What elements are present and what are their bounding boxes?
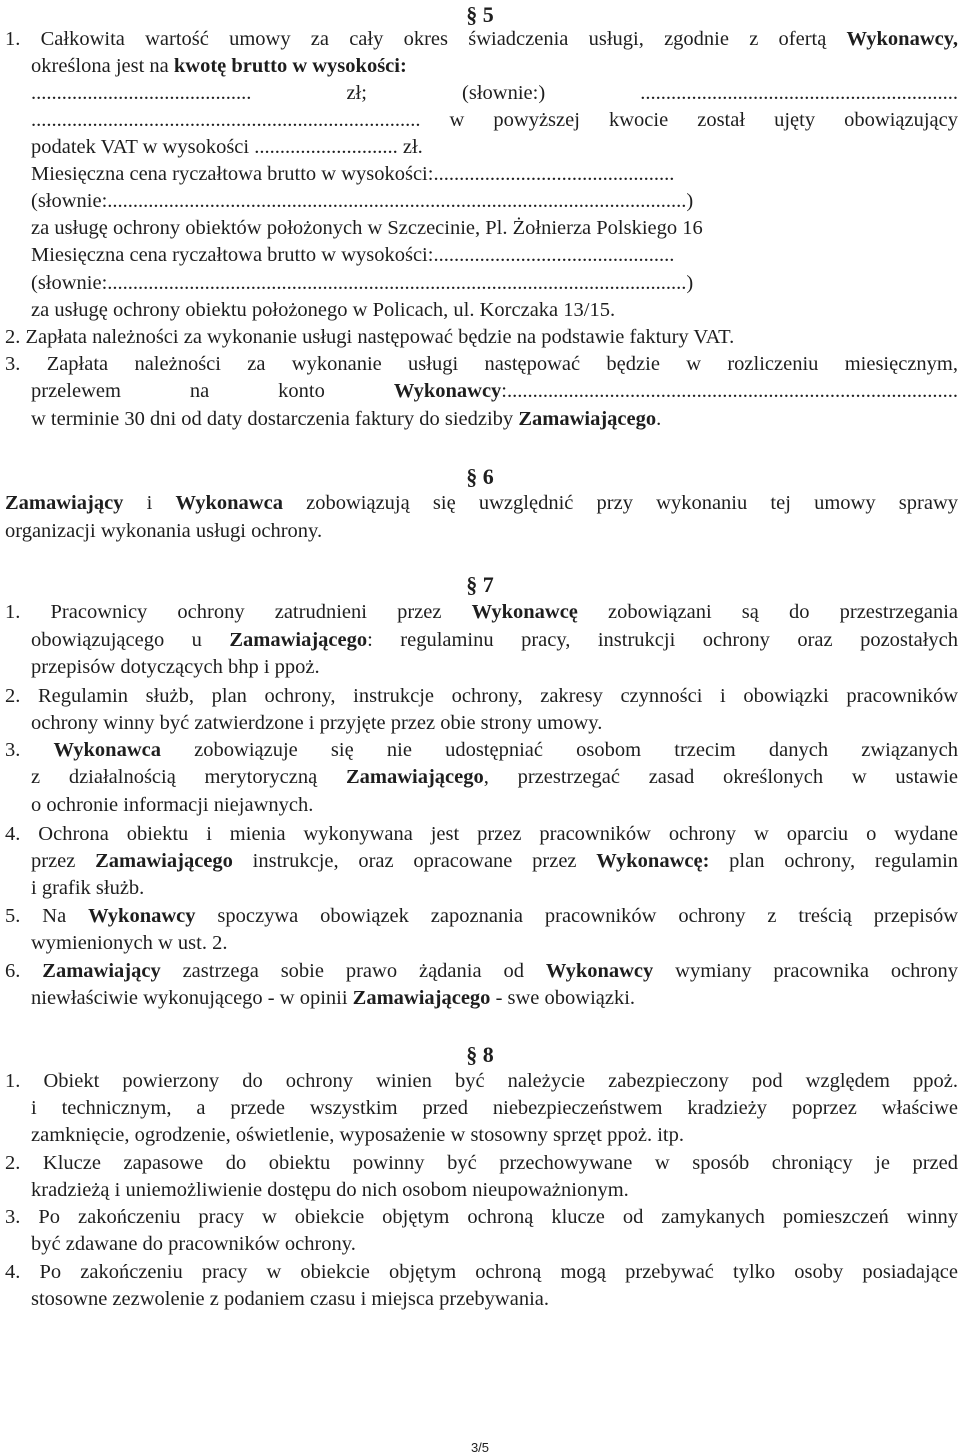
bold-term: Zamawiającego — [229, 629, 368, 651]
text-run: organizacji wykonania usługi ochrony. — [5, 520, 323, 542]
s7-line — [31, 985, 958, 1011]
text-run: zobowiązuje się nie udostępniać osobom trzecim danych związanych — [161, 739, 958, 761]
text-run: stosowne zezwolenie z podaniem czasu i miejsca przebywania. — [31, 1288, 549, 1310]
s5-line — [5, 324, 958, 350]
bold-term: Wykonawca — [53, 739, 161, 761]
section-5-heading: § 5 — [466, 2, 494, 27]
bold-term: Zamawiający — [42, 960, 161, 982]
s5-line — [31, 107, 958, 133]
text-run: określona jest na — [31, 55, 174, 77]
text-run: za usługę ochrony obiektu położonego w Policach, ul. Korczaka 13/15. — [31, 299, 616, 321]
bold-term: Zamawiającego — [352, 987, 491, 1009]
text-run: i grafik służb. — [31, 877, 145, 899]
bold-term: Wykonawcę — [471, 601, 578, 623]
text-run: być zdawane do pracowników ochrony. — [31, 1233, 356, 1255]
text-run: zobowiązują się uwzględnić przy wykonaniu tej umowy sprawy — [282, 492, 958, 514]
text-run: i technicznym, a przede wszystkim przed niebezpieczeństwem kradzieży poprzez właściwe — [31, 1097, 958, 1119]
text-run: - swe obowiązki. — [490, 987, 636, 1009]
bold-term: Wykonawcy, — [846, 28, 958, 50]
text-run: kradzieżą i uniemożliwienie dostępu do nich osobom nieupoważnionym. — [31, 1179, 629, 1201]
bold-term: Wykonawcy — [88, 905, 196, 927]
text-run: zamknięcie, ogrodzenie, oświetlenie, wyposażenie w stosowny sprzęt ppoż. itp. — [31, 1124, 684, 1146]
s5-line — [31, 53, 958, 79]
text-run: podatek VAT w wysokości ............................ zł. — [31, 136, 423, 158]
section-8-heading: § 8 — [466, 1042, 494, 1067]
text-run: przez — [31, 850, 96, 872]
bold-term: kwotę brutto w wysokości: — [173, 55, 407, 77]
bold-term: Wykonawca — [175, 492, 283, 514]
text-run: wymienionych w ust. 2. — [31, 932, 228, 954]
text-run: obowiązującego u — [31, 629, 230, 651]
page-number: 3/5 — [470, 1440, 490, 1455]
bold-term: Wykonawcy — [393, 380, 502, 402]
text-run: ............................................................................ w powyższej kwocie został ujęty obowiązujący — [31, 109, 958, 131]
text-run: :........................................................................................ — [501, 380, 958, 402]
s7-line — [5, 958, 958, 984]
text-run: 4. Po zakończeniu pracy w obiekcie objętym ochroną mogą przebywać tylko osoby posiadające — [5, 1261, 958, 1283]
text-run: o ochronie informacji niejawnych. — [31, 794, 314, 816]
s7-line — [31, 654, 958, 680]
text-run: 6. — [5, 960, 43, 982]
s7-line — [31, 875, 958, 901]
text-run: zastrzega sobie prawo żądania od — [160, 960, 546, 982]
s8-line — [31, 1095, 958, 1121]
text-run: i — [123, 492, 176, 514]
text-run: ochrony winny być zatwierdzone i przyjęte przez obie strony umowy. — [31, 712, 603, 734]
section-6-heading: § 6 — [466, 464, 494, 489]
section-7-heading: § 7 — [466, 572, 494, 597]
text-run: Miesięczna cena ryczałtowa brutto w wysokości:............................................... — [31, 244, 675, 266]
text-run: : regulaminu pracy, instrukcji ochrony oraz pozostałych — [367, 629, 958, 651]
s8-line — [5, 1259, 958, 1285]
s7-line — [5, 683, 958, 709]
s5-line — [31, 378, 958, 404]
text-run: wymiany pracownika ochrony — [653, 960, 959, 982]
text-run: 3. — [5, 739, 54, 761]
text-run: ........................................... zł; (słownie:) .............................................................. — [31, 82, 958, 104]
text-run: 5. Na — [5, 905, 89, 927]
s8-line — [31, 1177, 958, 1203]
s7-line — [5, 903, 958, 929]
text-run: 3. Zapłata należności za wykonanie usługi następować będzie w rozliczeniu miesięcznym, — [5, 353, 958, 375]
s5-line — [31, 80, 958, 106]
s5-line — [31, 242, 958, 268]
s7-line — [31, 930, 958, 956]
text-run: 1. Całkowita wartość umowy za cały okres świadczenia usługi, zgodnie z ofertą — [5, 28, 847, 50]
text-run: 1. Obiekt powierzony do ochrony winien być należycie zabezpieczony pod względem ppoż. — [5, 1070, 958, 1092]
s7-line — [5, 737, 958, 763]
text-run: w terminie 30 dni od daty dostarczenia faktury do siedziby — [31, 408, 519, 430]
s6-line — [5, 518, 958, 544]
s8-line — [31, 1122, 958, 1148]
s8-line — [5, 1068, 958, 1094]
bold-term: Zamawiającego — [518, 408, 657, 430]
s5-line — [31, 134, 958, 160]
text-run: instrukcje, oraz opracowane przez — [232, 850, 597, 872]
bold-term: Wykonawcy — [545, 960, 654, 982]
bold-term: Wykonawcę: — [596, 850, 710, 872]
text-run: spoczywa obowiązek zapoznania pracowników ochrony z treścią przepisów — [195, 905, 959, 927]
s5-line — [31, 215, 958, 241]
bold-term: Zamawiający — [5, 492, 124, 514]
text-run: 2. Zapłata należności za wykonanie usługi następować będzie na podstawie faktury VAT. — [5, 326, 735, 348]
s6-line — [5, 490, 958, 516]
s7-line — [31, 710, 958, 736]
s5-line — [31, 297, 958, 323]
s8-line — [31, 1231, 958, 1257]
s7-line — [31, 848, 958, 874]
s8-line — [5, 1204, 958, 1230]
s8-line — [31, 1286, 958, 1312]
bold-term: Zamawiającego — [95, 850, 233, 872]
s5-line — [31, 161, 958, 187]
bold-term: Zamawiającego — [345, 766, 484, 788]
text-run: zobowiązani są do przestrzegania — [577, 601, 958, 623]
text-run: z działalnością merytoryczną — [31, 766, 346, 788]
s5-line — [31, 188, 958, 214]
text-run: przepisów dotyczących bhp i ppoż. — [31, 656, 320, 678]
s5-line — [5, 26, 958, 52]
s8-line — [5, 1150, 958, 1176]
text-run: 2. Regulamin służb, plan ochrony, instrukcje ochrony, zakresy czynności i obowiązki pracowników — [5, 685, 958, 707]
text-run: 1. Pracownicy ochrony zatrudnieni przez — [5, 601, 472, 623]
text-run: za usługę ochrony obiektów położonych w Szczecinie, Pl. Żołnierza Polskiego 16 — [31, 217, 703, 239]
s7-line — [31, 627, 958, 653]
s7-line — [5, 599, 958, 625]
text-run: . — [656, 408, 662, 430]
text-run: , przestrzegać zasad określonych w ustawie — [483, 766, 959, 788]
text-run: 4. Ochrona obiektu i mienia wykonywana jest przez pracowników ochrony w oparciu o wydane — [5, 823, 958, 845]
text-run: 3. Po zakończeniu pracy w obiekcie objętym ochroną klucze od zamykanych pomieszczeń winny — [5, 1206, 958, 1228]
s7-line — [31, 764, 958, 790]
text-run: plan ochrony, regulamin — [709, 850, 959, 872]
s5-line — [5, 351, 958, 377]
text-run: przelewem na konto — [31, 380, 394, 402]
s5-line — [31, 406, 958, 432]
s5-line — [31, 270, 958, 296]
s7-line — [31, 792, 958, 818]
text-run: Miesięczna cena ryczałtowa brutto w wysokości:............................................... — [31, 163, 675, 185]
text-run: (słownie:.................................................................................................................) — [31, 272, 694, 294]
text-run: 2. Klucze zapasowe do obiektu powinny być przechowywane w sposób chroniący je przed — [5, 1152, 958, 1174]
text-run: niewłaściwie wykonującego - w opinii — [31, 987, 353, 1009]
text-run: (słownie:.................................................................................................................) — [31, 190, 694, 212]
s7-line — [5, 821, 958, 847]
